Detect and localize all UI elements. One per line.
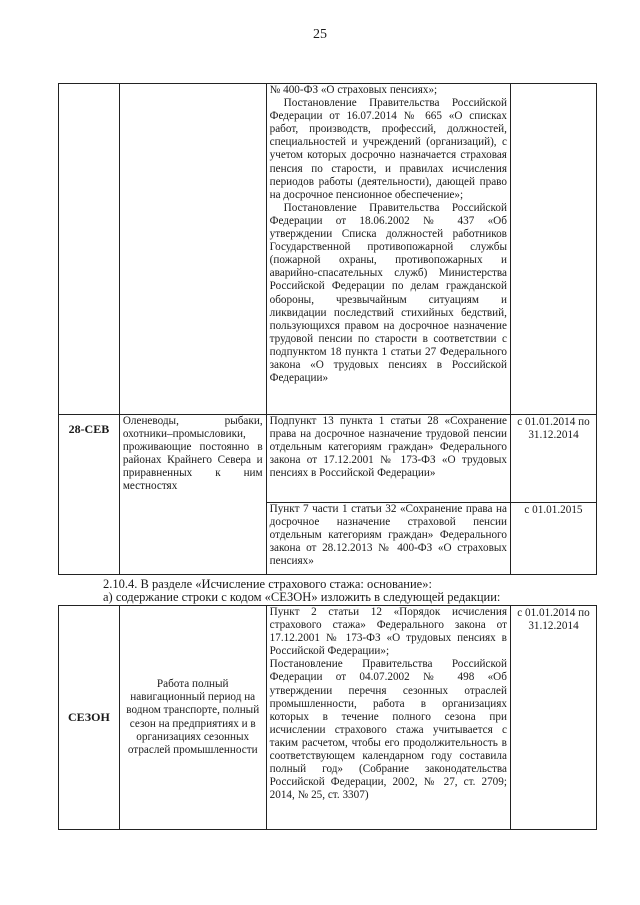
law-basis-cell xyxy=(266,503,510,575)
period-cell xyxy=(510,84,596,415)
law-paragraph: Постановление Правительства Российской Федерации от 16.07.2014 № 665 «О списках работ, производств, профессий, должностей, специальностей и учреждений (организаций), с учетом которых досрочно назначается страховая пенсия по старости, и правилах исчисления периодов работы (деятельности), дающей право на досрочное пенсионное обеспечение»; xyxy=(269,97,507,201)
table-row xyxy=(59,606,597,830)
section-subheading: а) содержание строки с кодом «СЕЗОН» изложить в следующей редакции: xyxy=(103,590,501,604)
period-cell: с 01.01.2014 по 31.12.2014 xyxy=(510,415,596,503)
law-paragraph: Подпункт 13 пункта 1 статьи 28 «Сохранение права на досрочное назначение трудовой пенсии отдельным категориям граждан» Федерального закона от 17.12.2001 № 173-ФЗ «О трудовых пенсиях в Российской Федерации» xyxy=(269,415,507,480)
law-basis-cell xyxy=(266,415,510,503)
name-cell: Работа полный навигационный период на водном транспорте, полный сезон на предприятиях и в организациях сезонных отраслей промышленности xyxy=(119,606,266,830)
code-cell: 28-СЕВ xyxy=(59,415,120,575)
page-number: 25 xyxy=(313,27,327,42)
period-cell: с 01.01.2015 xyxy=(510,503,596,575)
law-basis-cell xyxy=(266,84,510,415)
name-cell xyxy=(119,84,266,415)
section-heading: 2.10.4. В разделе «Исчисление страхового стажа: основание»: xyxy=(103,577,432,591)
code-cell: СЕЗОН xyxy=(59,606,120,830)
table-row xyxy=(59,84,597,415)
classification-table-continued xyxy=(58,83,597,575)
law-paragraph: Постановление Правительства Российской Федерации от 04.07.2002 № 498 «Об утверждении перечня сезонных отраслей промышленности, работа в организациях которых в течение полного сезона при исчислении страхового стажа учитывается с таким расчетом, чтобы его продолжительность в соответствующем календарном году составила полный год» (Собрание законодательства Российской Федерации, 2002, № 27, ст. 2709; 2014, № 25, ст. 3307) xyxy=(269,658,507,802)
law-paragraph: Пункт 7 части 1 статьи 32 «Сохранение права на досрочное назначение страховой пенсии отдельным категориям граждан» Федерального закона от 28.12.2013 № 400-ФЗ «О страховых пенсиях» xyxy=(269,503,507,568)
period-cell: с 01.01.2014 по 31.12.2014 xyxy=(510,606,596,830)
law-paragraph: № 400-ФЗ «О страховых пенсиях»; xyxy=(269,84,438,96)
code-cell xyxy=(59,84,120,415)
law-paragraph: Пункт 2 статьи 12 «Порядок исчисления страхового стажа» Федерального закона от 17.12.2001 № 173-ФЗ «О трудовых пенсиях в Российской Федерации»; xyxy=(269,606,507,658)
sezon-table xyxy=(58,605,597,830)
table-row xyxy=(59,415,597,503)
name-cell xyxy=(119,415,266,575)
law-basis-cell xyxy=(266,606,510,830)
law-paragraph: Постановление Правительства Российской Федерации от 18.06.2002 № 437 «Об утверждении Списка должностей работников Государственной противопожарной службы (пожарной охраны, противопожарных и аварийно-спасательных служб) Министерства Российской Федерации по делам гражданской обороны, чрезвычайным ситуациям и ликвидации последствий стихийных бедствий, пользующихся правом на досрочное назначение трудовой пенсии по старости в соответствии с подпунктом 18 пункта 1 статьи 27 Федерального закона «О трудовых пенсиях в Российской Федерации» xyxy=(269,201,507,385)
name-text: Оленеводы, рыбаки, охотники–промысловики, проживающие постоянно в районах Крайнего Севера и приравненных к ним местностях xyxy=(122,415,263,493)
